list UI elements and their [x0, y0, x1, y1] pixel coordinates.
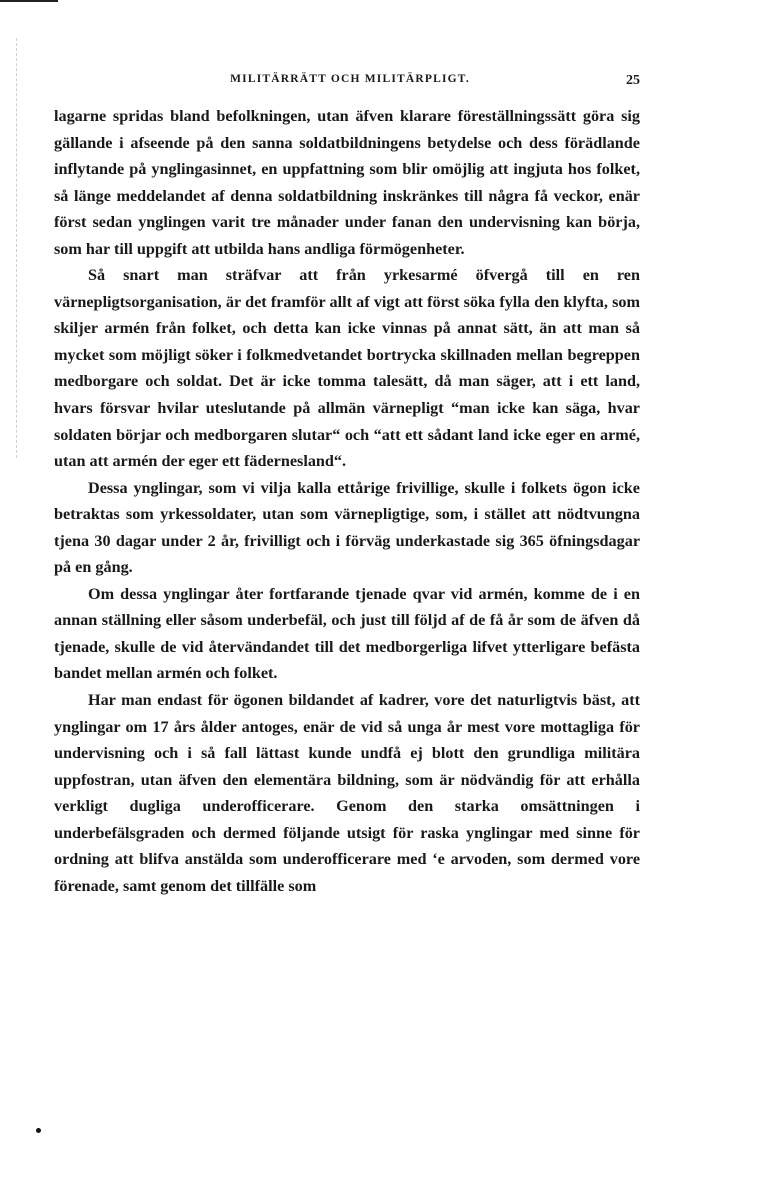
- paragraph-4: Om dessa ynglingar åter fortfarande tjenade qvar vid armén, komme de i en annan ställning eller såsom underbefäl, och just till följd af de få år som de äfven då tjenade, skulle de vid återvändandet till det medborgerliga lifvet ytterligare befästa bandet mellan armén och folket.: [54, 584, 640, 683]
- page-header: [60, 73, 640, 93]
- running-head: MILITÄRRÄTT OCH MILITÄRPLIGT.: [230, 73, 470, 85]
- body-text: [54, 103, 640, 899]
- paragraph-1: lagarne spridas bland befolkningen, utan äfven klarare föreställningssätt göra sig gällande i afseende på den sanna soldatbildningens betydelse och dess förädlande inflytande på ynglingasinnet, en uppfattning som blir omöjlig att ingjuta hos folket, så länge meddelandet af denna soldatbildning inskränkes till några få veckor, enär först sedan ynglingen varit tre månader under fanan den undervisning kan börja, som har till uppgift att utbilda hans andliga förmögenheter.: [54, 107, 640, 258]
- paragraph-5: Har man endast för ögonen bildandet af kadrer, vore det naturligtvis bäst, att ynglingar om 17 års ålder antoges, enär de vid så unga år mest vore mottagliga för undervisning och i så fall lättast kunde undfå ej blott den grundliga militära uppfostran, utan äfven den elementära bildning, som är nödvändig för att erhålla verkligt dugliga underofficerare. Genom den starka omsättningen i underbefälsgraden och dermed följande utsigt för raska ynglingar med sinne för ordning att blifva anstälda som underofficerare med ‘e arvoden, som dermed vore förenade, samt genom det tillfälle som: [54, 691, 640, 895]
- top-edge-rule: [0, 0, 58, 2]
- page-number: 25: [626, 73, 640, 88]
- binding-margin-marks: [16, 38, 19, 458]
- paragraph-2: Så snart man sträfvar att från yrkesarmé öfvergå till en ren värnepligtsorganisation, är det framför allt af vigt att först söka fylla den klyfta, som skiljer armén från folket, och detta kan icke vinnas på annat sätt, än att man så mycket som möjligt söker i folkmedvetandet bortrycka skillnaden mellan begreppen medborgare och soldat. Det är icke tomma talesätt, då man säger, att i ett land, hvars försvar hvilar uteslutande på allmän värnepligt “man icke kan säga, hvar soldaten börjar och medborgaren slutar“ och “att ett sådant land icke eger en armé, utan att armén der eger ett fädernesland“.: [54, 266, 640, 471]
- paragraph-3: Dessa ynglingar, som vi vilja kalla ettårige frivillige, skulle i folkets ögon icke betraktas som yrkessoldater, utan som värnepligtige, som, i stället att nödtvungna tjena 30 dagar under 2 år, frivilligt och i förväg underkastade sig 365 öfningsdagar på en gång.: [54, 478, 640, 577]
- ink-speck: [36, 1128, 41, 1133]
